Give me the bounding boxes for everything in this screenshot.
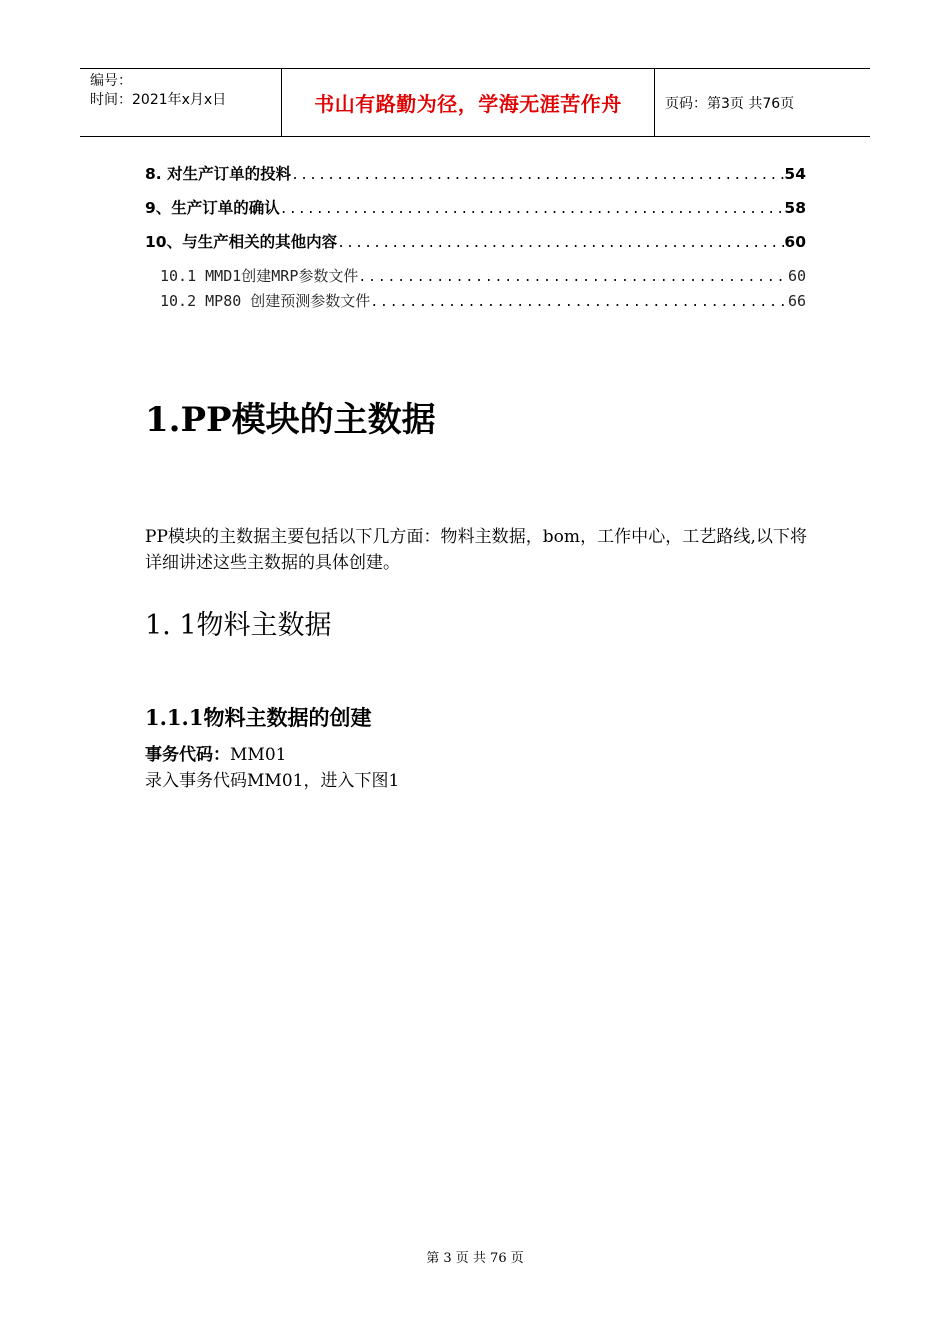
header-middle-cell [281,69,655,136]
toc-subentry[interactable] [160,290,806,311]
toc-leader [280,202,785,217]
time-label: 时间：2021年x月x日 [90,92,227,108]
page-header [80,68,870,137]
heading-1: 1.PP模块的主数据 [145,400,436,440]
toc-entry[interactable] [145,196,806,218]
tcode-value: MM01 [230,745,287,765]
header-right-cell [655,69,870,136]
number-label: 编号： [90,73,132,89]
toc-entry-page: 58 [784,199,806,217]
toc-entry-title: 10、与生产相关的其他内容 [145,233,338,251]
toc-leader [337,236,784,251]
header-motto: 书山有路勤为径，学海无涯苦作舟 [314,92,622,116]
toc-entry-title: 9、生产订单的确认 [145,199,280,217]
page-info: 页码：第3页 共76页 [665,95,795,112]
toc-leader [291,168,784,183]
toc-entry-page: 66 [787,292,806,310]
header-left-cell [80,69,281,136]
heading-2: 1. 1物料主数据 [145,610,332,641]
toc-entry-title: 10.2 MP80 创建预测参数文件 [160,292,371,310]
tcode-line [145,740,286,765]
toc-entry-title: 10.1 MMD1创建MRP参数文件 [160,267,359,285]
toc-subentry[interactable] [160,265,806,286]
toc-leader [370,295,788,310]
toc-entry-title: 8. 对生产订单的投料 [145,165,292,183]
instruction-line: 录入事务代码MM01，进入下图1 [145,771,400,791]
toc-entry-page: 60 [787,267,806,285]
toc-entry-page: 60 [784,233,806,251]
toc-entry-page: 54 [784,165,806,183]
page-footer: 第 3 页 共 76 页 [426,1251,524,1266]
toc-entry[interactable] [145,162,806,184]
toc-entry[interactable] [145,230,806,252]
intro-paragraph: PP模块的主数据主要包括以下几方面：物料主数据，bom，工作中心，工艺路线,以下将详细讲述这些主数据的具体创建。 [145,527,807,573]
toc-leader [358,270,788,285]
tcode-label: 事务代码： [145,745,230,765]
heading-3: 1.1.1物料主数据的创建 [145,705,372,730]
